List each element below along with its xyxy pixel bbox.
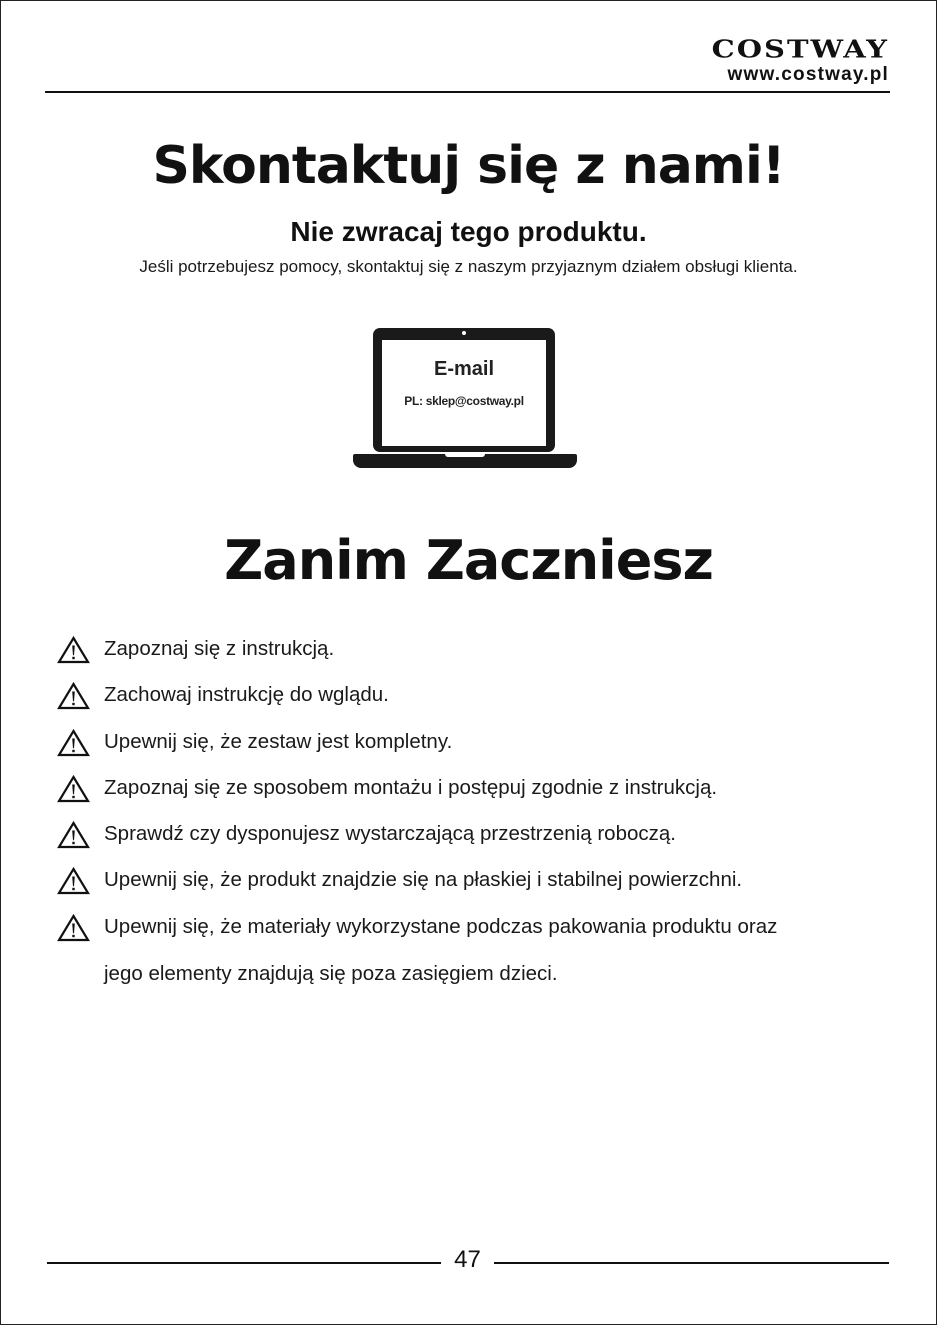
list-item bbox=[57, 818, 907, 864]
contact-subtitle: Nie zwracaj tego produktu. bbox=[290, 216, 647, 247]
list-item bbox=[57, 633, 907, 679]
list-item-text: Upewnij się, że materiały wykorzystane podczas pakowania produktu oraz bbox=[104, 914, 778, 938]
warning-triangle-icon bbox=[57, 867, 90, 895]
list-item-text: Upewnij się, że produkt znajdzie się na płaskiej i stabilnej powierzchni. bbox=[104, 868, 743, 892]
laptop-notch bbox=[445, 454, 485, 457]
laptop-base bbox=[353, 454, 577, 468]
warning-triangle-icon bbox=[57, 636, 90, 664]
email-address: PL: sklep@costway.pl bbox=[404, 394, 524, 408]
brand-block bbox=[712, 36, 889, 86]
laptop-display bbox=[382, 340, 546, 446]
before-start-title: Zanim Zaczniesz bbox=[224, 529, 713, 592]
list-item-text: Sprawdź czy dysponujesz wystarczającą przestrzenią roboczą. bbox=[104, 822, 676, 846]
list-item-continuation: jego elementy znajdują się poza zasięgiem dzieci. bbox=[104, 962, 558, 985]
list-item bbox=[57, 772, 907, 818]
email-label: E-mail bbox=[433, 358, 495, 380]
list-item bbox=[57, 679, 907, 725]
list-item bbox=[57, 726, 907, 772]
laptop-screen bbox=[373, 328, 555, 452]
header-divider bbox=[45, 91, 890, 93]
warning-triangle-icon bbox=[57, 682, 90, 710]
list-item-text: Zapoznaj się ze sposobem montażu i postępuj zgodnie z instrukcją. bbox=[104, 775, 718, 799]
brand-logo: COSTWAY bbox=[711, 34, 889, 64]
footer-divider-right bbox=[494, 1262, 889, 1264]
contact-intro: Jeśli potrzebujesz pomocy, skontaktuj się z naszym przyjaznym działem obsługi klienta. bbox=[139, 257, 798, 276]
page-number: 47 bbox=[454, 1246, 481, 1273]
warning-triangle-icon bbox=[57, 821, 90, 849]
laptop-camera bbox=[462, 331, 466, 335]
brand-url: www.costway.pl bbox=[727, 64, 889, 85]
list-item-text: Upewnij się, że zestaw jest kompletny. bbox=[104, 729, 453, 753]
list-item-text: Zachowaj instrukcję do wglądu. bbox=[104, 683, 389, 707]
warning-triangle-icon bbox=[57, 729, 90, 757]
list-item bbox=[57, 864, 907, 910]
warning-list bbox=[57, 633, 907, 957]
list-item bbox=[57, 911, 907, 957]
warning-triangle-icon bbox=[57, 775, 90, 803]
laptop-icon bbox=[353, 328, 577, 470]
warning-triangle-icon bbox=[57, 914, 90, 942]
list-item-text: Zapoznaj się z instrukcją. bbox=[104, 637, 335, 660]
contact-title: Skontaktuj się z nami! bbox=[152, 136, 785, 196]
footer-divider-left bbox=[47, 1262, 441, 1264]
